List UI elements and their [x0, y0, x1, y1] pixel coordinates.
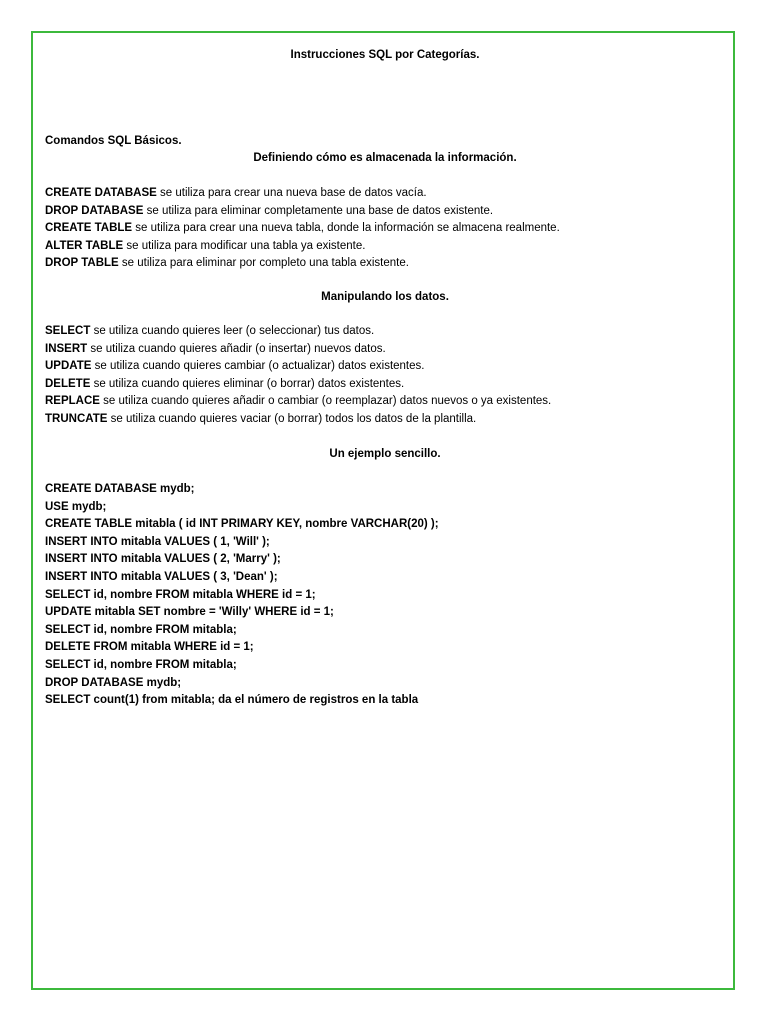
manipulation-list [45, 323, 551, 429]
manipulation-line [45, 411, 551, 429]
sql-keyword: DROP TABLE [45, 257, 119, 270]
subheading-manipulation: Manipulando los datos. [321, 291, 449, 303]
example-code [45, 481, 439, 710]
description: se utiliza cuando quieres añadir o cambiar (o reemplazar) datos nuevos o ya existentes. [99, 395, 552, 408]
definition-line [45, 185, 560, 203]
code-line: INSERT INTO mitabla VALUES ( 1, 'Will' ); [45, 535, 270, 548]
definition-line [45, 255, 560, 273]
code-line: CREATE DATABASE mydb; [45, 483, 195, 495]
manipulation-line [45, 393, 551, 411]
definition-line [45, 238, 560, 256]
definition-list [45, 185, 560, 273]
code-line: USE mydb; [45, 500, 107, 513]
definition-line [45, 220, 560, 238]
description: se utiliza cuando quieres vaciar (o borrar) todos los datos de la plantilla. [107, 412, 477, 425]
code-line: DROP DATABASE mydb; [45, 676, 182, 689]
code-line: SELECT id, nombre FROM mitabla; [45, 623, 237, 636]
manipulation-line [45, 323, 551, 341]
sql-keyword: CREATE DATABASE [45, 187, 157, 199]
code-line: SELECT count(1) from mitabla; da el número de registros en la tabla [45, 694, 419, 707]
sql-keyword: DROP DATABASE [45, 204, 144, 217]
manipulation-line [45, 341, 551, 359]
description: se utiliza para eliminar por completo una tabla existente. [118, 257, 409, 270]
code-line: SELECT id, nombre FROM mitabla WHERE id = 1; [45, 588, 316, 601]
code-line: INSERT INTO mitabla VALUES ( 3, 'Dean' ); [45, 570, 278, 583]
definition-line [45, 203, 560, 221]
sql-keyword: ALTER TABLE [45, 239, 124, 252]
sql-keyword: TRUNCATE [45, 412, 108, 425]
description: se utiliza cuando quieres eliminar (o borrar) datos existentes. [90, 377, 405, 390]
sql-keyword: SELECT [45, 325, 91, 337]
sql-keyword: CREATE TABLE [45, 222, 133, 235]
subheading-definition: Definiendo cómo es almacenada la información. [253, 152, 517, 164]
description: se utiliza cuando quieres leer (o seleccionar) tus datos. [90, 325, 375, 337]
code-line: CREATE TABLE mitabla ( id INT PRIMARY KEY, nombre VARCHAR(20) ); [45, 518, 439, 531]
sql-keyword: UPDATE [45, 360, 92, 373]
manipulation-line [45, 376, 551, 394]
code-line: DELETE FROM mitabla WHERE id = 1; [45, 641, 254, 654]
code-line: UPDATE mitabla SET nombre = 'Willy' WHERE id = 1; [45, 606, 334, 619]
document-title: Instrucciones SQL por Categorías. [290, 49, 480, 61]
description: se utiliza para crear una nueva tabla, donde la información se almacena realmente. [132, 222, 560, 235]
description: se utiliza para eliminar completamente una base de datos existente. [143, 204, 494, 217]
subheading-example: Un ejemplo sencillo. [329, 448, 441, 460]
manipulation-line [45, 358, 551, 376]
code-line: SELECT id, nombre FROM mitabla; [45, 658, 237, 671]
description: se utiliza cuando quieres cambiar (o actualizar) datos existentes. [91, 360, 425, 373]
description: se utiliza para modificar una tabla ya existente. [123, 239, 366, 252]
code-line: INSERT INTO mitabla VALUES ( 2, 'Marry' ); [45, 553, 281, 566]
section-label: Comandos SQL Básicos. [45, 135, 182, 147]
description: se utiliza cuando quieres añadir (o insertar) nuevos datos. [87, 342, 386, 355]
sql-keyword: DELETE [45, 377, 91, 390]
description: se utiliza para crear una nueva base de datos vacía. [156, 187, 427, 199]
sql-keyword: INSERT [45, 342, 88, 355]
sql-keyword: REPLACE [45, 395, 100, 408]
